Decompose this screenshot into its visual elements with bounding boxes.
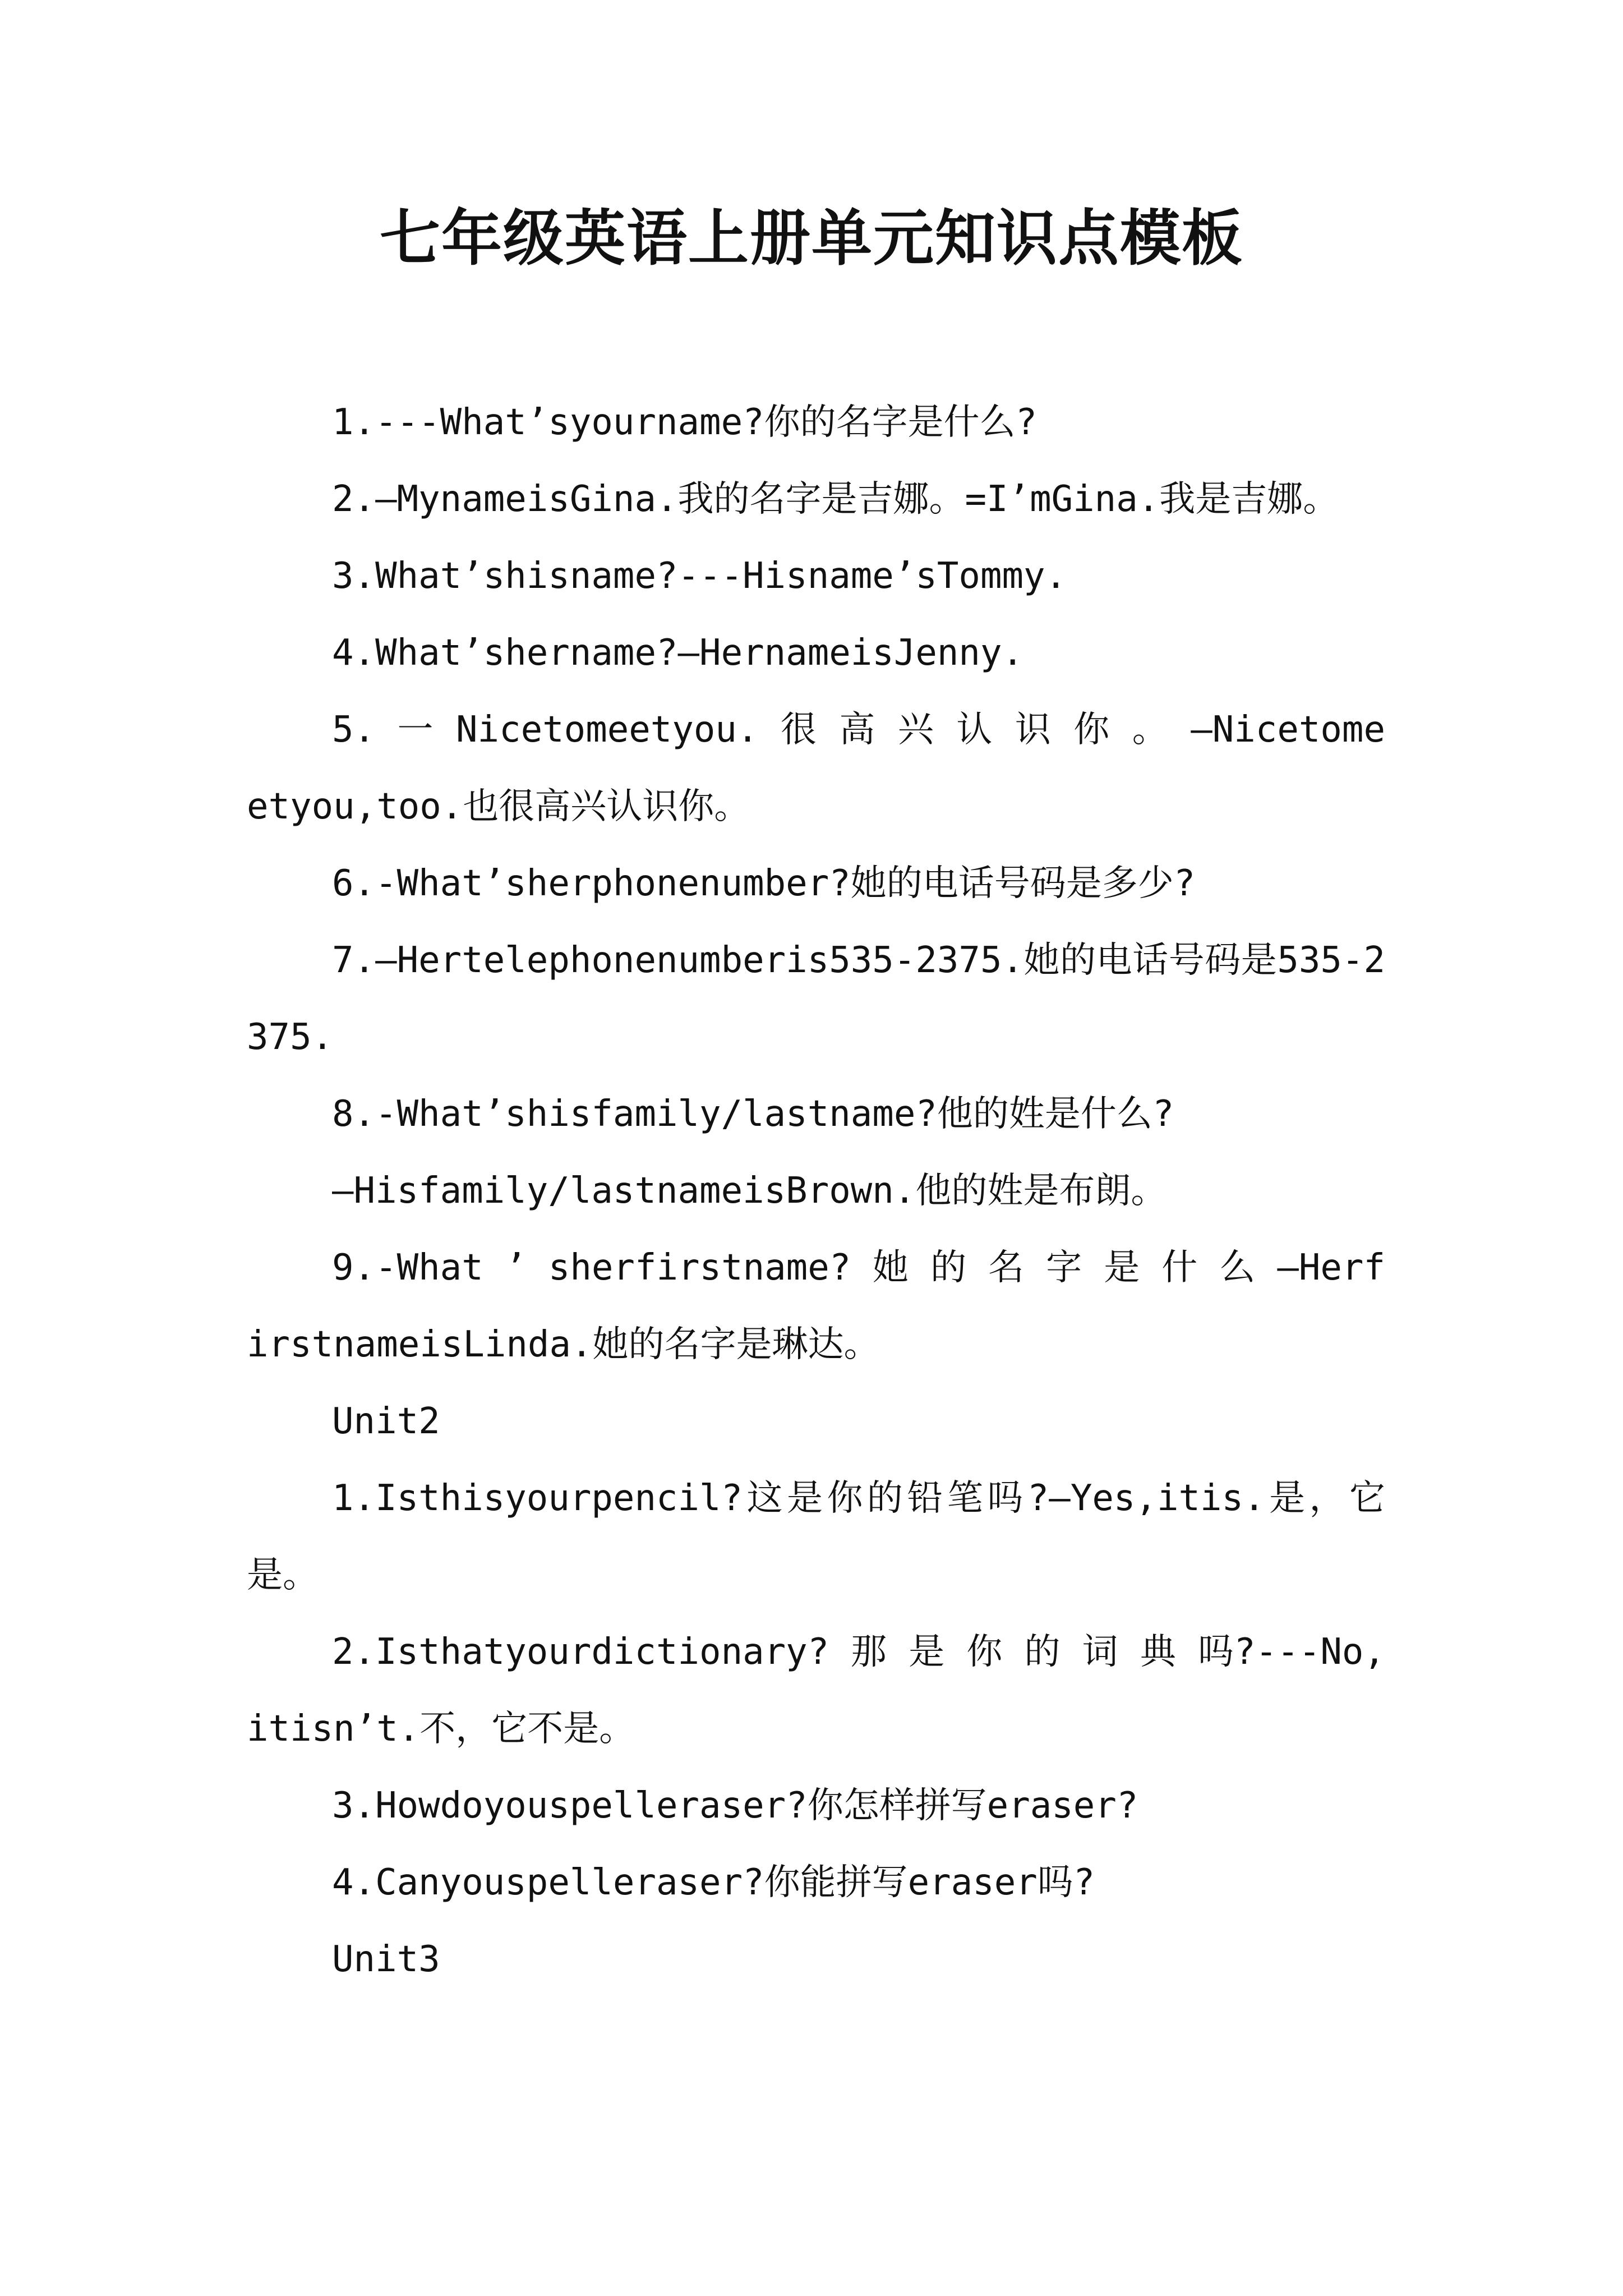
paragraph-3: 3.What’shisname?---Hisname’sTommy. <box>332 555 1067 597</box>
paragraph-4: 4.What’shername?—HernameisJenny. <box>332 632 1023 674</box>
document-title: 七年级英语上册单元知识点模板 <box>379 203 1243 274</box>
paragraph-1: 1.---What’syourname?你的名字是什么? <box>332 402 1038 443</box>
paragraph-2: 2.—MynameisGina.我的名字是吉娜。=I’mGina.我是吉娜。 <box>332 478 1339 520</box>
paragraph-10: 9.-What ’ sherfirstname? 她 的 名 字 是 什 么 —HerfirstnameisLinda.她的名字是琳达。 <box>247 1247 1385 1365</box>
paragraph-6: 6.-What’sherphonenumber?她的电话号码是多少? <box>332 863 1196 904</box>
paragraph-7: 7.—Hertelephonenumberis535-2375.她的电话号码是535-2375. <box>247 940 1385 1058</box>
paragraph-13: 3.Howdoyouspelleraser?你怎样拼写eraser? <box>332 1785 1138 1826</box>
paragraph-11: 1.Isthisyourpencil?这是你的铅笔吗?—Yes,itis.是，它是。 <box>247 1478 1385 1596</box>
paragraph-9: —Hisfamily/lastnameisBrown.他的姓是布朗。 <box>332 1170 1167 1212</box>
unit-2-heading: Unit2 <box>332 1401 440 1442</box>
unit-3-heading: Unit3 <box>332 1939 440 1980</box>
paragraph-8: 8.-What’shisfamily/lastname?他的姓是什么? <box>332 1093 1174 1135</box>
paragraph-5: 5. 一 Nicetomeetyou. 很 高 兴 认 识 你 。 —Nicetomeetyou,too.也很高兴认识你。 <box>247 709 1385 827</box>
document-body <box>247 384 1385 1998</box>
paragraph-12: 2.Isthatyourdictionary? 那 是 你 的 词 典 吗?---No,itisn’t.不，它不是。 <box>247 1631 1385 1750</box>
paragraph-14: 4.Canyouspelleraser?你能拼写eraser吗? <box>332 1862 1095 1903</box>
